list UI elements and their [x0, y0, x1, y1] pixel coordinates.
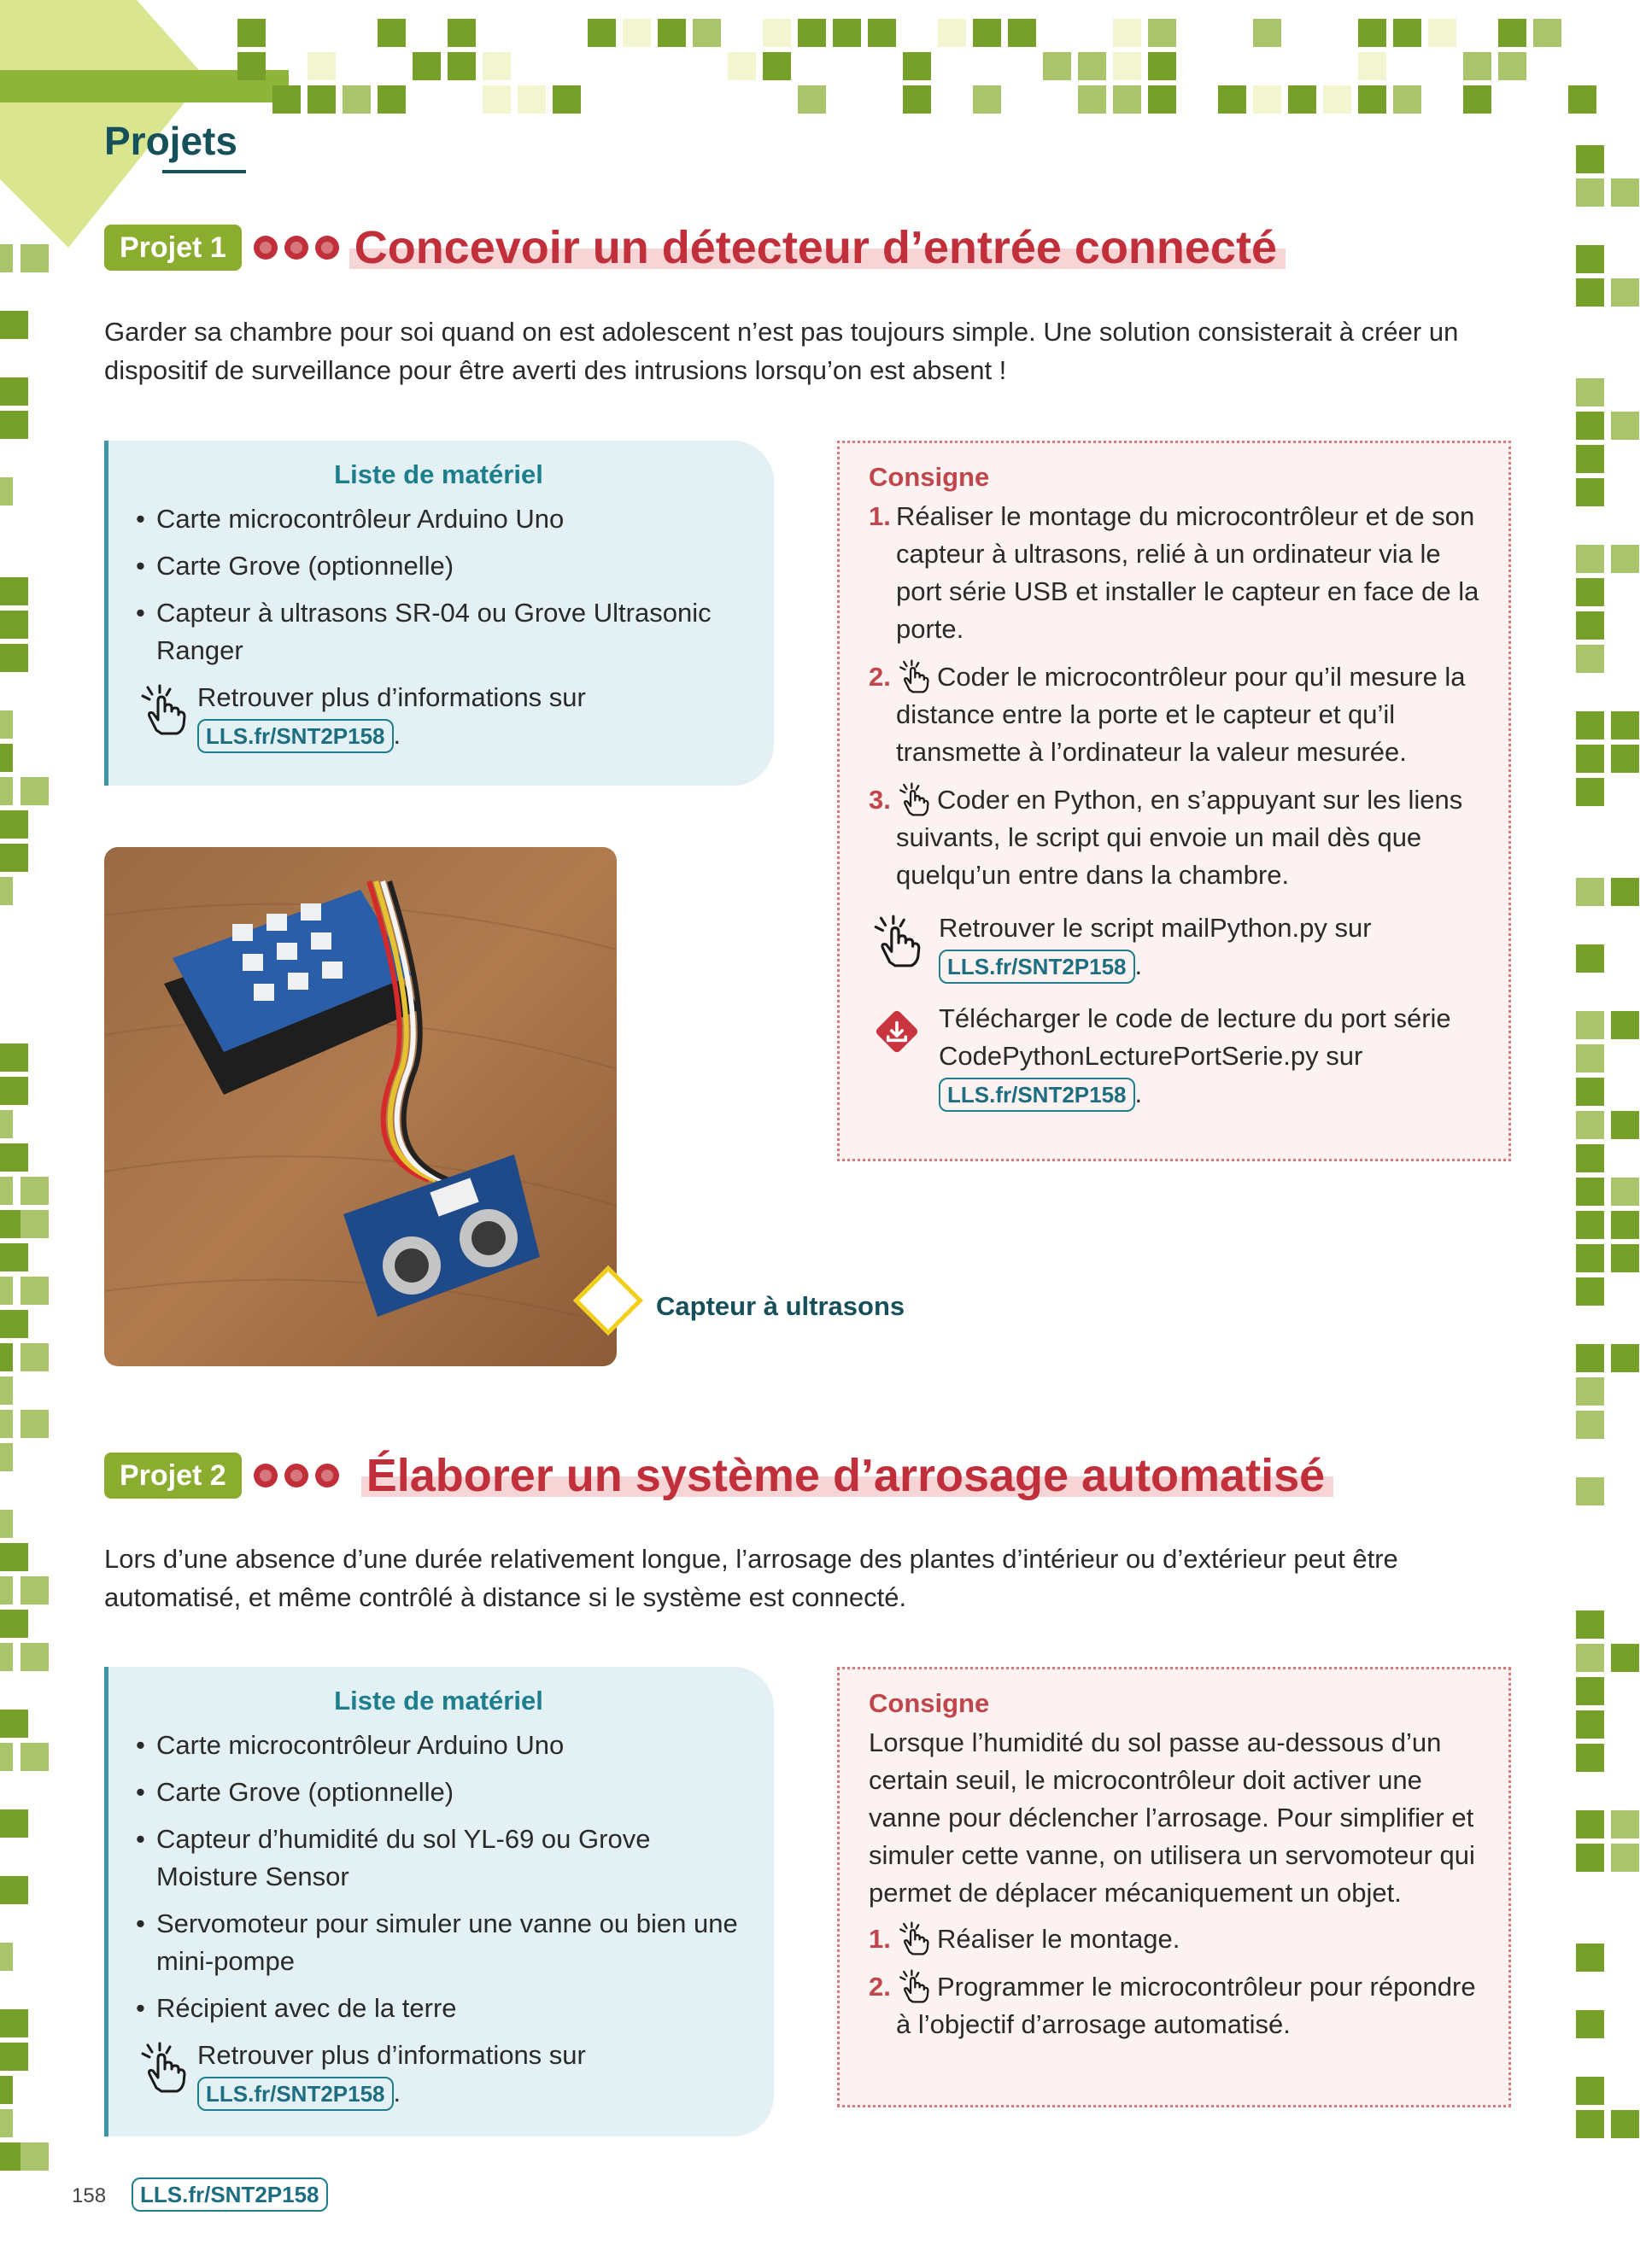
instructions-title: Consigne — [869, 1688, 990, 1718]
deco-square — [1393, 19, 1421, 47]
deco-square — [0, 1310, 28, 1338]
deco-square — [1576, 878, 1604, 906]
deco-square — [1576, 1477, 1604, 1505]
deco-square — [0, 377, 28, 406]
deco-square — [0, 1576, 13, 1605]
materials-title: Liste de matériel — [334, 459, 543, 489]
deco-square — [1113, 19, 1141, 47]
deco-square — [973, 19, 1001, 47]
title-underline — [162, 170, 246, 173]
deco-square — [0, 311, 28, 339]
deco-square — [833, 19, 861, 47]
dot-icon — [284, 1464, 308, 1488]
deco-square — [1148, 52, 1176, 80]
project2-header — [104, 1450, 1325, 1501]
deco-square — [1576, 1610, 1604, 1639]
deco-square — [588, 19, 616, 47]
deco-square — [448, 19, 476, 47]
deco-square — [0, 1343, 13, 1371]
deco-square — [1611, 1810, 1639, 1838]
project1-materials — [104, 441, 774, 786]
deco-square — [553, 85, 581, 114]
photo-caption: Capteur à ultrasons — [656, 1291, 905, 1321]
project2-badge: Projet 2 — [104, 1453, 242, 1499]
deco-square — [20, 777, 49, 805]
dot-icon — [315, 1464, 339, 1488]
deco-square — [0, 244, 13, 272]
lls-link[interactable]: LLS.fr/SNT2P158 — [197, 719, 394, 753]
deco-square — [0, 810, 28, 839]
project1-badge: Projet 1 — [104, 225, 242, 271]
deco-square — [1576, 1744, 1604, 1772]
deco-square — [0, 1510, 13, 1538]
deco-square — [1576, 478, 1604, 506]
deco-square — [763, 19, 791, 47]
deco-square — [20, 1210, 49, 1238]
deco-square — [1078, 52, 1106, 80]
deco-square — [448, 52, 476, 80]
project2-instructions — [837, 1667, 1511, 2107]
deco-square — [0, 644, 28, 672]
deco-square — [1576, 1144, 1604, 1172]
deco-square — [1393, 85, 1421, 114]
deco-square — [1576, 611, 1604, 640]
deco-square — [1576, 145, 1604, 173]
deco-square — [343, 85, 371, 114]
deco-square — [1358, 85, 1386, 114]
deco-square — [623, 19, 651, 47]
deco-square — [1611, 711, 1639, 739]
deco-square — [1611, 1644, 1639, 1672]
deco-square — [1576, 445, 1604, 473]
deco-square — [1576, 1810, 1604, 1838]
deco-square — [1576, 278, 1604, 307]
project1-title: Concevoir un détecteur d’entrée connecté — [354, 221, 1277, 274]
deco-square — [413, 52, 441, 80]
deco-square — [1611, 412, 1639, 440]
deco-square — [0, 1043, 28, 1072]
deco-square — [0, 777, 13, 805]
deco-square — [0, 477, 13, 506]
deco-square — [1611, 1178, 1639, 1206]
deco-square — [1288, 85, 1316, 114]
click-hand-icon — [869, 913, 925, 969]
deco-square — [1078, 85, 1106, 114]
deco-square — [1576, 1944, 1604, 1972]
deco-square — [1611, 1244, 1639, 1272]
deco-square — [1576, 1011, 1604, 1039]
page-number: 158 — [72, 2184, 107, 2207]
deco-square — [1576, 1078, 1604, 1106]
list-item: • Capteur d’humidité du sol YL-69 ou Grove Moisture Sensor — [129, 1821, 748, 1896]
deco-square — [1428, 19, 1456, 47]
deco-square — [20, 1343, 49, 1371]
deco-square — [1576, 745, 1604, 773]
project1-intro: Garder sa chambre pour soi quand on est adolescent n’est pas toujours simple. Une solution consisterait à créer un dispositif de surveillance pour être averti des intrusions lorsqu’on est absent ! — [104, 317, 1459, 385]
deco-square — [483, 52, 511, 80]
deco-square — [0, 1077, 28, 1105]
deco-square — [1611, 178, 1639, 207]
instruction-step: 2. Coder le microcontrôleur pour qu’il mesure la distance entre la porte et le capteur et qu’il transmette à l’ordinateur la valeur mesurée. — [869, 658, 1488, 771]
deco-square — [20, 1643, 49, 1671]
deco-square — [0, 1277, 13, 1305]
click-hand-icon — [136, 682, 190, 737]
deco-square — [1358, 19, 1386, 47]
deco-square — [1576, 711, 1604, 739]
list-item: • Capteur à ultrasons SR-04 ou Grove Ultrasonic Ranger — [129, 594, 748, 669]
download-icon — [869, 1003, 925, 1060]
deco-square — [20, 1410, 49, 1438]
download-info: Télécharger le code de lecture du port série CodePythonLecturePortSerie.py sur LLS.fr/SNT2P158 . — [869, 1000, 1488, 1113]
deco-square — [1576, 1710, 1604, 1739]
deco-square — [0, 744, 13, 772]
deco-square — [0, 1410, 13, 1438]
deco-square — [237, 52, 266, 80]
deco-square — [1576, 2110, 1604, 2138]
deco-square — [1218, 85, 1246, 114]
deco-square — [0, 844, 28, 872]
deco-square — [0, 1443, 13, 1471]
deco-square — [20, 2142, 49, 2171]
deco-square — [1576, 1244, 1604, 1272]
list-item: • Carte microcontrôleur Arduino Uno — [129, 1727, 748, 1764]
deco-square — [1113, 85, 1141, 114]
deco-square — [1576, 1044, 1604, 1073]
deco-square — [378, 85, 406, 114]
deco-square — [1611, 2110, 1639, 2138]
dot-icon — [254, 1464, 278, 1488]
deco-square — [0, 1743, 13, 1771]
deco-square — [1576, 1644, 1604, 1672]
deco-square — [1568, 85, 1596, 114]
deco-square — [1043, 52, 1071, 80]
instruction-step: 2. Programmer le microcontrôleur pour répondre à l’objectif d’arrosage automatisé. — [869, 1968, 1488, 2043]
click-hand-icon — [896, 781, 932, 817]
deco-square — [1253, 19, 1281, 47]
deco-square — [20, 1576, 49, 1605]
deco-square — [0, 411, 28, 439]
deco-square — [1148, 19, 1176, 47]
deco-square — [903, 52, 931, 80]
deco-square — [378, 19, 406, 47]
deco-square — [1576, 412, 1604, 440]
project2-title: Élaborer un système d’arrosage automatisé — [366, 1449, 1325, 1502]
deco-square — [1576, 2010, 1604, 2038]
deco-square — [0, 1610, 28, 1638]
deco-square — [1576, 1111, 1604, 1139]
deco-square — [0, 1377, 13, 1405]
deco-square — [0, 1143, 28, 1172]
deco-square — [0, 611, 28, 639]
click-hand-icon — [896, 1920, 932, 1956]
deco-square — [272, 85, 301, 114]
deco-square — [1008, 19, 1036, 47]
deco-square — [1611, 545, 1639, 573]
deco-square — [0, 2076, 13, 2104]
instruction-step: 1. Réaliser le montage. — [869, 1920, 1488, 1958]
project2-materials — [104, 1667, 774, 2136]
list-item: • Carte Grove (optionnelle) — [129, 1774, 748, 1811]
deco-square — [1148, 85, 1176, 114]
deco-square — [1576, 178, 1604, 207]
deco-square — [1611, 1111, 1639, 1139]
script-info: Retrouver le script mailPython.py sur LLS.fr/SNT2P158 . — [869, 909, 1488, 985]
deco-square — [0, 2009, 28, 2037]
project1-header — [104, 222, 1277, 273]
deco-square — [1576, 645, 1604, 673]
click-hand-icon — [896, 1968, 932, 2004]
list-item: • Carte microcontrôleur Arduino Uno — [129, 500, 748, 538]
list-item: • Carte Grove (optionnelle) — [129, 547, 748, 585]
deco-square — [0, 1643, 13, 1671]
instructions-title: Consigne — [869, 462, 990, 492]
deco-square — [0, 1177, 13, 1205]
deco-square — [1611, 278, 1639, 307]
page-title: Projets — [104, 119, 237, 163]
materials-title: Liste de matériel — [334, 1686, 543, 1716]
deco-square — [308, 52, 336, 80]
deco-square — [1611, 878, 1639, 906]
dot-icon — [315, 236, 339, 260]
more-info: Retrouver plus d’informations sur LLS.fr/SNT2P158 . — [129, 2037, 748, 2113]
deco-square — [903, 85, 931, 114]
deco-square — [0, 1110, 13, 1138]
deco-square — [0, 710, 13, 739]
deco-square — [1498, 52, 1526, 80]
deco-square — [1113, 52, 1141, 80]
instruction-step: 3. Coder en Python, en s’appuyant sur les liens suivants, le script qui envoie un mail dès que quelqu’un entre dans la chambre. — [869, 781, 1488, 894]
deco-square — [0, 1243, 28, 1271]
deco-square — [0, 577, 28, 605]
deco-square — [1576, 778, 1604, 806]
deco-square — [1358, 52, 1386, 80]
deco-square — [1576, 1411, 1604, 1439]
deco-square — [0, 877, 13, 905]
deco-square — [1576, 545, 1604, 573]
deco-square — [728, 52, 756, 80]
deco-square — [1611, 1211, 1639, 1239]
deco-square — [973, 85, 1001, 114]
deco-square — [1611, 745, 1639, 773]
deco-square — [1463, 52, 1491, 80]
lls-link[interactable]: LLS.fr/SNT2P158 — [197, 2077, 394, 2111]
deco-square — [1576, 1377, 1604, 1406]
deco-square — [518, 85, 546, 114]
deco-square — [308, 85, 336, 114]
deco-square — [20, 1277, 49, 1305]
deco-square — [868, 19, 896, 47]
deco-square — [798, 19, 826, 47]
deco-square — [237, 19, 266, 47]
deco-square — [0, 1876, 28, 1904]
deco-square — [1611, 1011, 1639, 1039]
deco-square — [1463, 85, 1491, 114]
deco-square — [938, 19, 966, 47]
deco-square — [763, 52, 791, 80]
instruction-step: 1. Réaliser le montage du microcontrôleur et de son capteur à ultrasons, relié à un ordinateur via le port série USB et installer le capteur en face de la porte. — [869, 501, 1479, 644]
project1-instructions — [837, 441, 1511, 1161]
deco-square — [1533, 19, 1561, 47]
more-info: Retrouver plus d’informations sur LLS.fr/SNT2P158 . — [129, 679, 748, 756]
project2-intro: Lors d’une absence d’une durée relativement longue, l’arrosage des plantes d’intérieur ou d’extérieur peut être automatisé, et même contrôlé à distance si le système est connecté. — [104, 1544, 1398, 1612]
deco-square — [0, 1943, 13, 1971]
deco-square — [1576, 578, 1604, 606]
lls-link[interactable]: LLS.fr/SNT2P158 — [939, 1078, 1135, 1112]
dot-icon — [284, 236, 308, 260]
instructions-text: Lorsque l’humidité du sol passe au-dessous d’un certain seuil, le microcontrôleur doit activer une vanne pour déclencher l’arrosage. Pour simplifier et simuler cette vanne, on utilisera un servomoteur qui permet de déplacer mécaniquement un objet. — [869, 1727, 1475, 1908]
click-hand-icon — [136, 2040, 190, 2095]
difficulty-dots — [254, 1464, 346, 1488]
deco-square — [693, 19, 721, 47]
deco-square — [1576, 944, 1604, 973]
deco-square — [1323, 85, 1351, 114]
deco-square — [658, 19, 686, 47]
deco-square — [0, 1543, 28, 1571]
deco-square — [0, 1710, 28, 1738]
deco-square — [0, 2043, 28, 2071]
list-item: • Récipient avec de la terre — [129, 1990, 748, 2027]
deco-square — [1576, 1844, 1604, 1872]
list-item: • Servomoteur pour simuler une vanne ou bien une mini-pompe — [129, 1905, 748, 1980]
deco-square — [483, 85, 511, 114]
deco-square — [0, 1809, 28, 1838]
lls-link[interactable]: LLS.fr/SNT2P158 — [939, 950, 1135, 984]
ultrasonic-sensor-photo — [104, 847, 617, 1366]
deco-square — [1498, 19, 1526, 47]
deco-square — [1576, 1277, 1604, 1306]
click-hand-icon — [896, 658, 932, 694]
deco-square — [1576, 245, 1604, 273]
deco-square — [1576, 1211, 1604, 1239]
deco-square — [20, 1177, 49, 1205]
deco-square — [1611, 1344, 1639, 1372]
deco-square — [0, 2109, 13, 2137]
deco-square — [1576, 2077, 1604, 2105]
deco-square — [20, 244, 49, 272]
difficulty-dots — [254, 236, 346, 260]
deco-square — [798, 85, 826, 114]
deco-square — [1611, 1844, 1639, 1872]
deco-square — [1576, 378, 1604, 406]
deco-square — [1253, 85, 1281, 114]
deco-square — [1576, 1178, 1604, 1206]
deco-square — [20, 1743, 49, 1771]
deco-square — [1576, 1677, 1604, 1705]
deco-square — [1576, 1344, 1604, 1372]
footer-link[interactable]: LLS.fr/SNT2P158 — [132, 2177, 328, 2212]
dot-icon — [254, 236, 278, 260]
